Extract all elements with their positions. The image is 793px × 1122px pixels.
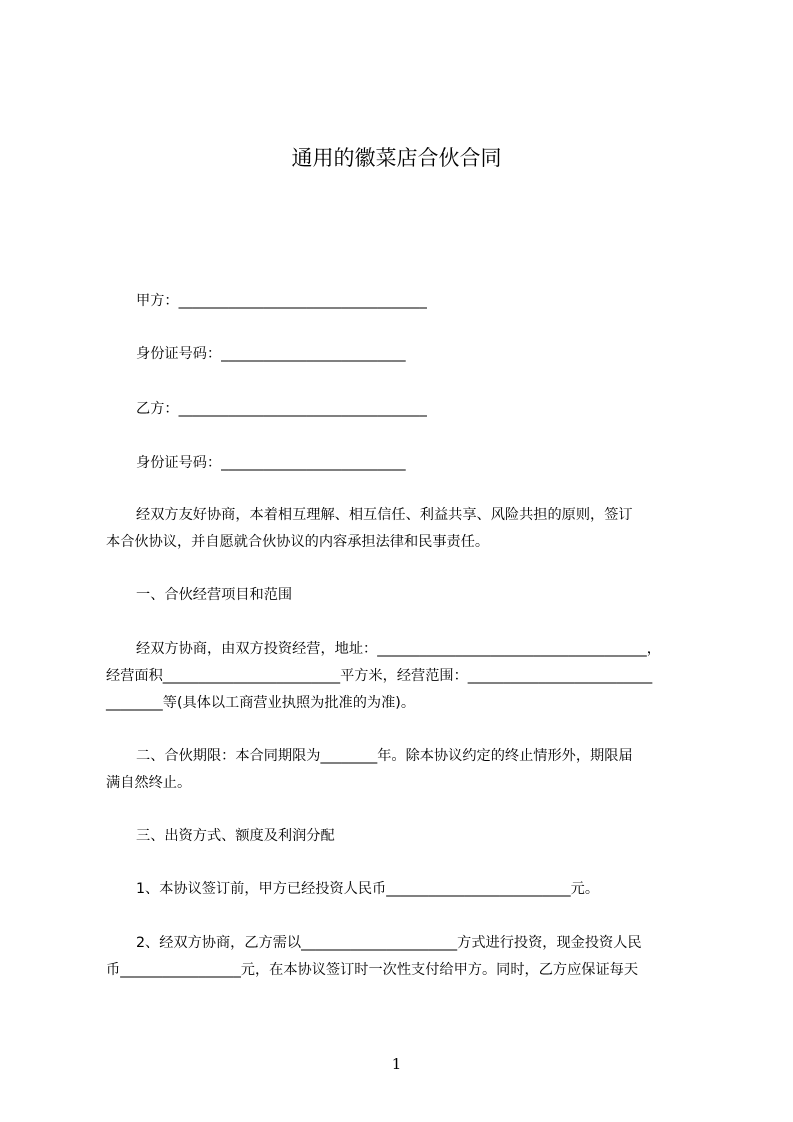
clause-item: 1、本协议签订前，甲方已经投资人民币__________________________元。 bbox=[136, 881, 600, 897]
section2-paragraph-line: 满自然终止。 bbox=[106, 775, 192, 791]
section2-paragraph-line: 二、合伙期限：本合同期限为________年。除本协议约定的终止情形外，期限届 bbox=[136, 748, 633, 764]
section-heading: 三、出资方式、额度及利润分配 bbox=[136, 828, 335, 844]
party-b-field: 乙方：___________________________________ bbox=[136, 401, 427, 417]
party-a-field: 甲方：___________________________________ bbox=[136, 293, 427, 309]
document-title: 通用的徽菜店合伙合同 bbox=[291, 146, 502, 170]
intro-paragraph-line: 本合伙协议，并自愿就合伙协议的内容承担法律和民事责任。 bbox=[106, 534, 490, 550]
intro-paragraph-line: 经双方友好协商，本着相互理解、相互信任、利益共享、风险共担的原则，签订 bbox=[136, 507, 633, 523]
section1-paragraph-line: 经双方协商，由双方投资经营，地址：______________________________________， bbox=[136, 641, 661, 657]
page-number: 1 bbox=[391, 1055, 402, 1073]
party-a-id-field: 身份证号码：__________________________ bbox=[136, 346, 406, 362]
party-b-id-field: 身份证号码：__________________________ bbox=[136, 455, 406, 471]
clause-item: 2、经双方协商，乙方需以______________________方式进行投资，现金投资人民 bbox=[136, 935, 642, 951]
section1-paragraph-line: ________等(具体以工商营业执照为批准的为准)。 bbox=[106, 695, 416, 711]
section-heading: 一、合伙经营项目和范围 bbox=[136, 587, 293, 603]
clause-item: 币_________________元，在本协议签订时一次性支付给甲方。同时，乙方应保证每天 bbox=[106, 962, 639, 978]
section1-paragraph-line: 经营面积_________________________平方米，经营范围：__________________________ bbox=[106, 668, 653, 684]
